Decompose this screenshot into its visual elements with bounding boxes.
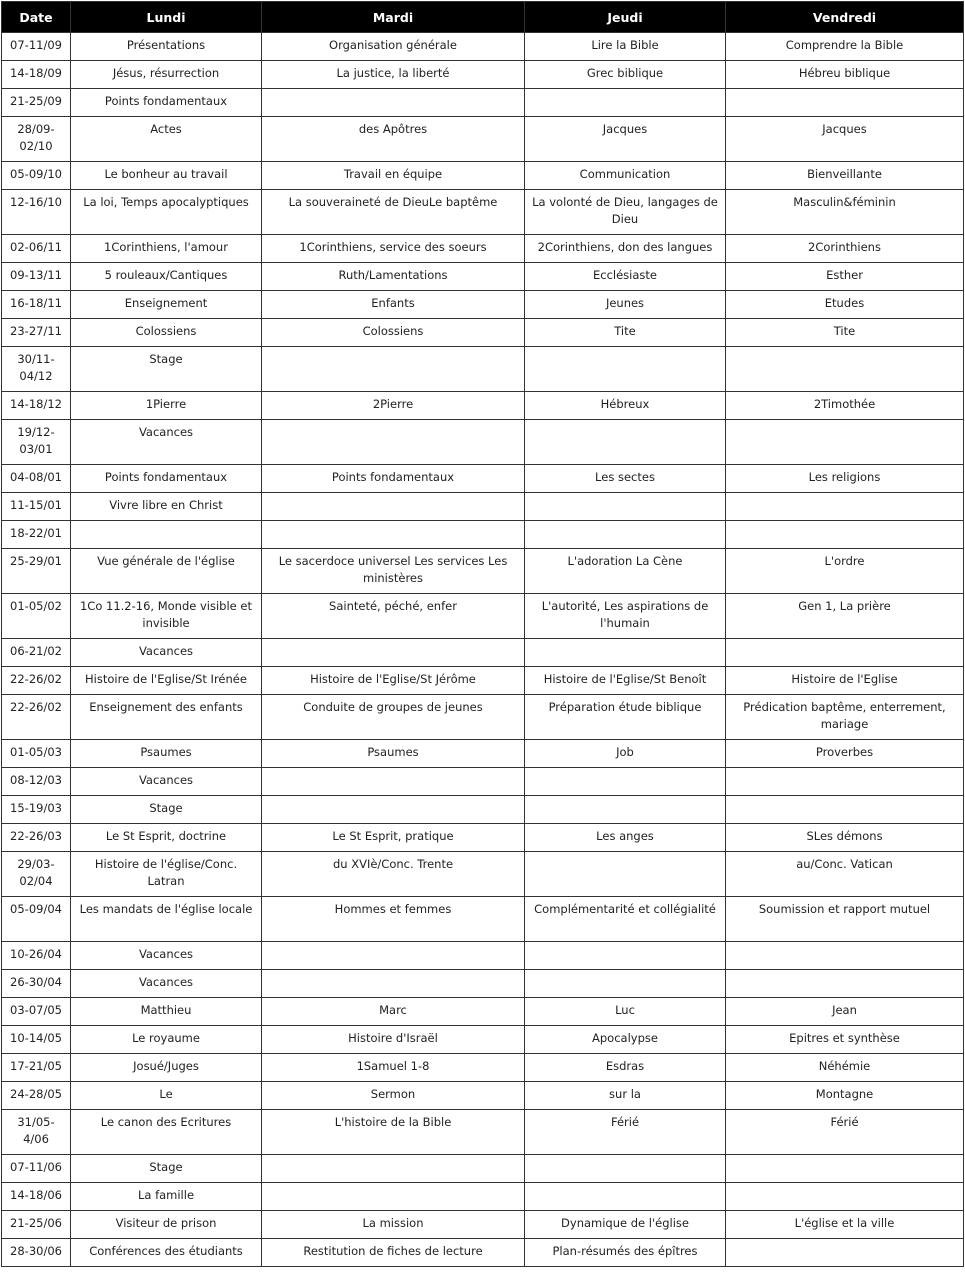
vendredi-cell: SLes démons	[726, 824, 964, 852]
date-cell: 14-18/09	[2, 61, 71, 89]
mardi-cell: Sainteté, péché, enfer	[262, 594, 525, 639]
date-cell: 31/05-4/06	[2, 1110, 71, 1155]
lundi-cell: Vacances	[71, 942, 262, 970]
mardi-cell	[262, 1183, 525, 1211]
table-row	[2, 740, 964, 768]
date-cell: 07-11/09	[2, 33, 71, 61]
jeudi-cell: Histoire de l'Eglise/St Benoît	[525, 667, 726, 695]
lundi-cell: La famille	[71, 1183, 262, 1211]
table-row	[2, 942, 964, 970]
vendredi-cell	[726, 420, 964, 465]
mardi-cell: La justice, la liberté	[262, 61, 525, 89]
jeudi-cell: Les sectes	[525, 465, 726, 493]
lundi-cell: Visiteur de prison	[71, 1211, 262, 1239]
jeudi-cell: Ecclésiaste	[525, 263, 726, 291]
date-cell: 29/03-02/04	[2, 852, 71, 897]
mardi-cell	[262, 942, 525, 970]
jeudi-cell: Férié	[525, 1110, 726, 1155]
table-row	[2, 768, 964, 796]
mardi-cell	[262, 768, 525, 796]
lundi-cell: Le St Esprit, doctrine	[71, 824, 262, 852]
lundi-cell: Stage	[71, 1155, 262, 1183]
jeudi-cell: Apocalypse	[525, 1026, 726, 1054]
mardi-cell: Conduite de groupes de jeunes	[262, 695, 525, 740]
vendredi-cell: Les religions	[726, 465, 964, 493]
vendredi-cell: Proverbes	[726, 740, 964, 768]
header-row	[2, 2, 964, 33]
vendredi-cell: Gen 1, La prière	[726, 594, 964, 639]
jeudi-cell	[525, 970, 726, 998]
date-cell: 15-19/03	[2, 796, 71, 824]
lundi-cell: Présentations	[71, 33, 262, 61]
table-row	[2, 970, 964, 998]
vendredi-cell: Néhémie	[726, 1054, 964, 1082]
date-cell: 10-26/04	[2, 942, 71, 970]
mardi-cell: L'histoire de la Bible	[262, 1110, 525, 1155]
table-row	[2, 521, 964, 549]
table-row	[2, 897, 964, 942]
vendredi-cell	[726, 768, 964, 796]
schedule-table	[1, 1, 964, 1267]
lundi-cell: Le	[71, 1082, 262, 1110]
jeudi-cell: Dynamique de l'église	[525, 1211, 726, 1239]
jeudi-cell: Tite	[525, 319, 726, 347]
mardi-cell	[262, 970, 525, 998]
date-cell: 14-18/06	[2, 1183, 71, 1211]
mardi-cell	[262, 1155, 525, 1183]
lundi-cell: Matthieu	[71, 998, 262, 1026]
lundi-cell: 1Co 11.2-16, Monde visible et invisible	[71, 594, 262, 639]
table-row	[2, 291, 964, 319]
mardi-cell: Points fondamentaux	[262, 465, 525, 493]
table-row	[2, 1183, 964, 1211]
jeudi-cell: Complémentarité et collégialité	[525, 897, 726, 942]
table-row	[2, 796, 964, 824]
jeudi-cell	[525, 942, 726, 970]
vendredi-cell: Montagne	[726, 1082, 964, 1110]
table-row	[2, 1239, 964, 1267]
table-row	[2, 1026, 964, 1054]
lundi-cell: Points fondamentaux	[71, 465, 262, 493]
date-cell: 25-29/01	[2, 549, 71, 594]
date-cell: 07-11/06	[2, 1155, 71, 1183]
vendredi-cell: Jacques	[726, 117, 964, 162]
date-cell: 28/09-02/10	[2, 117, 71, 162]
table-row	[2, 549, 964, 594]
table-row	[2, 998, 964, 1026]
date-cell: 04-08/01	[2, 465, 71, 493]
vendredi-cell: Comprendre la Bible	[726, 33, 964, 61]
vendredi-cell: L'ordre	[726, 549, 964, 594]
lundi-cell: Histoire de l'église/Conc. Latran	[71, 852, 262, 897]
date-cell: 19/12-03/01	[2, 420, 71, 465]
lundi-cell: Josué/Juges	[71, 1054, 262, 1082]
mardi-cell	[262, 89, 525, 117]
vendredi-cell	[726, 942, 964, 970]
lundi-cell: Actes	[71, 117, 262, 162]
mardi-cell: des Apôtres	[262, 117, 525, 162]
vendredi-cell	[726, 796, 964, 824]
lundi-cell: Le canon des Ecritures	[71, 1110, 262, 1155]
jeudi-cell	[525, 796, 726, 824]
table-row	[2, 162, 964, 190]
vendredi-cell	[726, 1155, 964, 1183]
schedule-body	[2, 33, 964, 1267]
mardi-cell: 1Corinthiens, service des soeurs	[262, 235, 525, 263]
date-cell: 30/11-04/12	[2, 347, 71, 392]
table-row	[2, 347, 964, 392]
mardi-cell: Restitution de fiches de lecture	[262, 1239, 525, 1267]
vendredi-cell: Férié	[726, 1110, 964, 1155]
date-cell: 02-06/11	[2, 235, 71, 263]
jeudi-cell: Les anges	[525, 824, 726, 852]
vendredi-cell	[726, 89, 964, 117]
jeudi-cell	[525, 347, 726, 392]
jeudi-cell	[525, 768, 726, 796]
lundi-cell: Conférences des étudiants	[71, 1239, 262, 1267]
mardi-cell: Le St Esprit, pratique	[262, 824, 525, 852]
table-row	[2, 190, 964, 235]
lundi-cell: Histoire de l'Eglise/St Irénée	[71, 667, 262, 695]
date-cell: 06-21/02	[2, 639, 71, 667]
table-row	[2, 117, 964, 162]
mardi-cell: Psaumes	[262, 740, 525, 768]
jeudi-cell: Job	[525, 740, 726, 768]
date-cell: 14-18/12	[2, 392, 71, 420]
table-row	[2, 493, 964, 521]
table-row	[2, 420, 964, 465]
jeudi-cell: L'autorité, Les aspirations de l'humain	[525, 594, 726, 639]
date-cell: 10-14/05	[2, 1026, 71, 1054]
date-cell: 11-15/01	[2, 493, 71, 521]
date-cell: 16-18/11	[2, 291, 71, 319]
mardi-cell: Hommes et femmes	[262, 897, 525, 942]
lundi-cell: Vue générale de l'église	[71, 549, 262, 594]
mardi-cell: Ruth/Lamentations	[262, 263, 525, 291]
lundi-cell: Les mandats de l'église locale	[71, 897, 262, 942]
vendredi-cell	[726, 639, 964, 667]
vendredi-cell	[726, 493, 964, 521]
date-cell: 26-30/04	[2, 970, 71, 998]
vendredi-cell: Etudes	[726, 291, 964, 319]
mardi-cell	[262, 639, 525, 667]
vendredi-cell: Hébreu biblique	[726, 61, 964, 89]
mardi-cell	[262, 493, 525, 521]
vendredi-cell: L'église et la ville	[726, 1211, 964, 1239]
mardi-cell: Histoire d'Israël	[262, 1026, 525, 1054]
vendredi-cell: Soumission et rapport mutuel	[726, 897, 964, 942]
mardi-cell: Le sacerdoce universel Les services Les ministères	[262, 549, 525, 594]
jeudi-cell: Lire la Bible	[525, 33, 726, 61]
lundi-cell: Stage	[71, 347, 262, 392]
vendredi-cell: Esther	[726, 263, 964, 291]
header-date: Date	[2, 2, 71, 33]
mardi-cell: La mission	[262, 1211, 525, 1239]
lundi-cell: Vacances	[71, 768, 262, 796]
jeudi-cell: Communication	[525, 162, 726, 190]
date-cell: 22-26/03	[2, 824, 71, 852]
date-cell: 23-27/11	[2, 319, 71, 347]
mardi-cell: Marc	[262, 998, 525, 1026]
lundi-cell: Vivre libre en Christ	[71, 493, 262, 521]
table-row	[2, 667, 964, 695]
jeudi-cell: Hébreux	[525, 392, 726, 420]
table-row	[2, 1211, 964, 1239]
mardi-cell: Enfants	[262, 291, 525, 319]
table-row	[2, 594, 964, 639]
table-row	[2, 824, 964, 852]
table-row	[2, 235, 964, 263]
table-row	[2, 89, 964, 117]
jeudi-cell	[525, 639, 726, 667]
vendredi-cell	[726, 970, 964, 998]
lundi-cell: Vacances	[71, 970, 262, 998]
vendredi-cell: Masculin&féminin	[726, 190, 964, 235]
vendredi-cell	[726, 347, 964, 392]
table-row	[2, 1082, 964, 1110]
date-cell: 01-05/02	[2, 594, 71, 639]
jeudi-cell: Plan-résumés des épîtres	[525, 1239, 726, 1267]
table-row	[2, 695, 964, 740]
mardi-cell: Colossiens	[262, 319, 525, 347]
jeudi-cell	[525, 1155, 726, 1183]
jeudi-cell	[525, 521, 726, 549]
date-cell: 21-25/09	[2, 89, 71, 117]
jeudi-cell: La volonté de Dieu, langages de Dieu	[525, 190, 726, 235]
date-cell: 21-25/06	[2, 1211, 71, 1239]
vendredi-cell	[726, 521, 964, 549]
mardi-cell	[262, 420, 525, 465]
jeudi-cell	[525, 852, 726, 897]
vendredi-cell: Bienveillante	[726, 162, 964, 190]
jeudi-cell	[525, 420, 726, 465]
vendredi-cell	[726, 1183, 964, 1211]
jeudi-cell: L'adoration La Cène	[525, 549, 726, 594]
jeudi-cell: Luc	[525, 998, 726, 1026]
vendredi-cell: au/Conc. Vatican	[726, 852, 964, 897]
mardi-cell: Histoire de l'Eglise/St Jérôme	[262, 667, 525, 695]
table-row	[2, 61, 964, 89]
date-cell: 09-13/11	[2, 263, 71, 291]
lundi-cell: Le royaume	[71, 1026, 262, 1054]
vendredi-cell: Prédication baptême, enterrement, mariage	[726, 695, 964, 740]
table-row	[2, 392, 964, 420]
lundi-cell: 1Corinthiens, l'amour	[71, 235, 262, 263]
jeudi-cell: 2Corinthiens, don des langues	[525, 235, 726, 263]
lundi-cell: Enseignement des enfants	[71, 695, 262, 740]
jeudi-cell: Jeunes	[525, 291, 726, 319]
vendredi-cell: 2Timothée	[726, 392, 964, 420]
lundi-cell: Enseignement	[71, 291, 262, 319]
lundi-cell: Vacances	[71, 639, 262, 667]
mardi-cell	[262, 347, 525, 392]
schedule-header	[2, 2, 964, 33]
lundi-cell: 1Pierre	[71, 392, 262, 420]
lundi-cell: Colossiens	[71, 319, 262, 347]
jeudi-cell: Jacques	[525, 117, 726, 162]
table-row	[2, 852, 964, 897]
vendredi-cell: 2Corinthiens	[726, 235, 964, 263]
header-lundi: Lundi	[71, 2, 262, 33]
lundi-cell: Vacances	[71, 420, 262, 465]
date-cell: 22-26/02	[2, 695, 71, 740]
header-jeudi: Jeudi	[525, 2, 726, 33]
vendredi-cell: Jean	[726, 998, 964, 1026]
mardi-cell: 1Samuel 1-8	[262, 1054, 525, 1082]
mardi-cell	[262, 521, 525, 549]
jeudi-cell	[525, 493, 726, 521]
mardi-cell	[262, 796, 525, 824]
header-vendredi: Vendredi	[726, 2, 964, 33]
table-row	[2, 639, 964, 667]
mardi-cell: Sermon	[262, 1082, 525, 1110]
date-cell: 17-21/05	[2, 1054, 71, 1082]
table-row	[2, 1155, 964, 1183]
lundi-cell: Le bonheur au travail	[71, 162, 262, 190]
jeudi-cell	[525, 1183, 726, 1211]
date-cell: 12-16/10	[2, 190, 71, 235]
lundi-cell	[71, 521, 262, 549]
jeudi-cell: sur la	[525, 1082, 726, 1110]
lundi-cell: Jésus, résurrection	[71, 61, 262, 89]
lundi-cell: Psaumes	[71, 740, 262, 768]
table-row	[2, 1110, 964, 1155]
table-row	[2, 465, 964, 493]
date-cell: 05-09/04	[2, 897, 71, 942]
jeudi-cell: Préparation étude biblique	[525, 695, 726, 740]
vendredi-cell	[726, 1239, 964, 1267]
table-row	[2, 263, 964, 291]
mardi-cell: Organisation générale	[262, 33, 525, 61]
jeudi-cell: Grec biblique	[525, 61, 726, 89]
date-cell: 08-12/03	[2, 768, 71, 796]
lundi-cell: La loi, Temps apocalyptiques	[71, 190, 262, 235]
mardi-cell: Travail en équipe	[262, 162, 525, 190]
date-cell: 18-22/01	[2, 521, 71, 549]
date-cell: 24-28/05	[2, 1082, 71, 1110]
jeudi-cell: Esdras	[525, 1054, 726, 1082]
lundi-cell: 5 rouleaux/Cantiques	[71, 263, 262, 291]
date-cell: 03-07/05	[2, 998, 71, 1026]
date-cell: 22-26/02	[2, 667, 71, 695]
vendredi-cell: Epitres et synthèse	[726, 1026, 964, 1054]
mardi-cell: 2Pierre	[262, 392, 525, 420]
date-cell: 28-30/06	[2, 1239, 71, 1267]
date-cell: 01-05/03	[2, 740, 71, 768]
lundi-cell: Points fondamentaux	[71, 89, 262, 117]
table-row	[2, 319, 964, 347]
table-row	[2, 1054, 964, 1082]
vendredi-cell: Tite	[726, 319, 964, 347]
header-mardi: Mardi	[262, 2, 525, 33]
vendredi-cell: Histoire de l'Eglise	[726, 667, 964, 695]
mardi-cell: La souveraineté de DieuLe baptême	[262, 190, 525, 235]
jeudi-cell	[525, 89, 726, 117]
mardi-cell: du XVIè/Conc. Trente	[262, 852, 525, 897]
date-cell: 05-09/10	[2, 162, 71, 190]
table-row	[2, 33, 964, 61]
lundi-cell: Stage	[71, 796, 262, 824]
